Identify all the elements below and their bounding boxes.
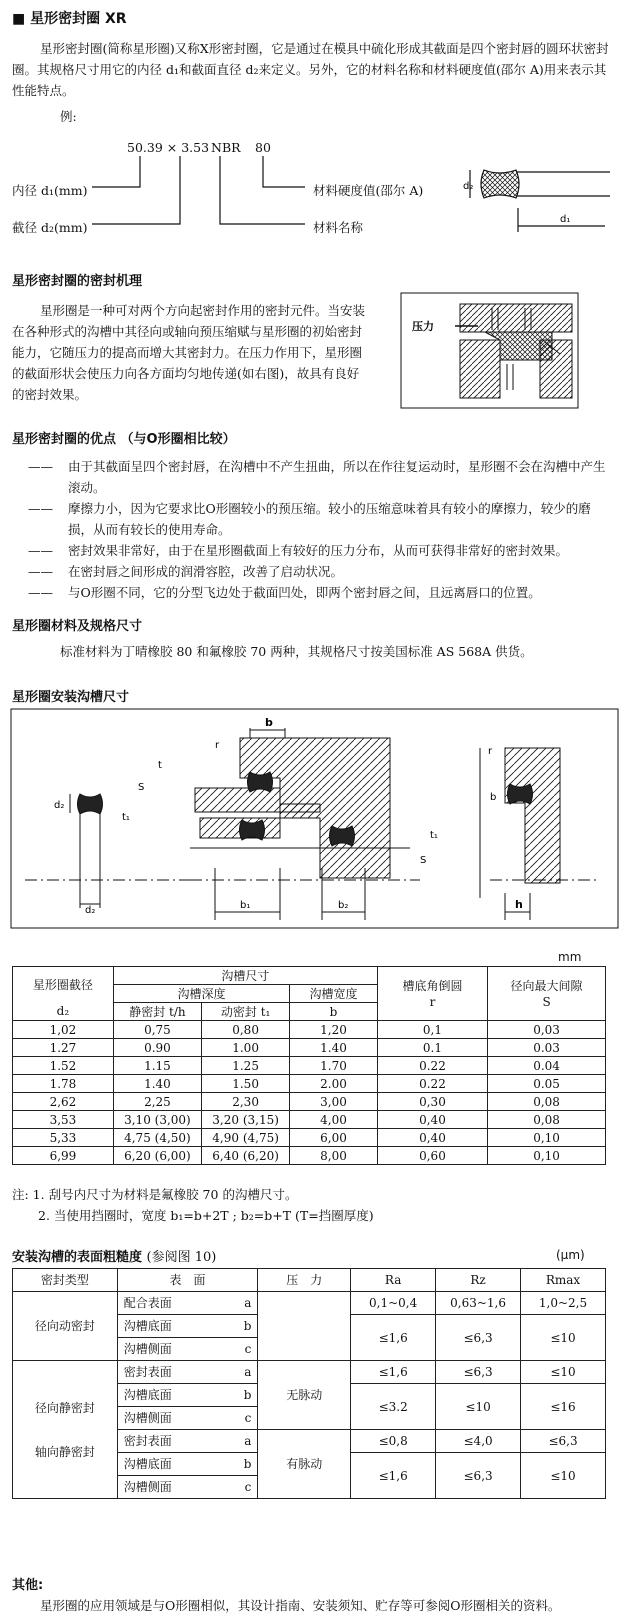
table-row: 径向动密封 配合表面 a 0,1~0,4 0,63~1,6 1,0~2,5 bbox=[13, 1292, 606, 1315]
table-row: 3,53 3,10 (3,00) 3,20 (3,15) 4,00 0,40 0,08 bbox=[13, 1111, 606, 1129]
materials-text: 标准材料为丁晴橡胶 80 和氟橡胶 70 两种，其规格尺寸按美国标准 AS 568A 供货。 bbox=[60, 644, 533, 659]
spec-unit: mm bbox=[558, 950, 582, 964]
table-row: 5,33 4,75 (4,50) 4,90 (4,75) 6,00 0,40 0,10 bbox=[13, 1129, 606, 1147]
advantages-list bbox=[28, 456, 608, 603]
example-hardness: 80 bbox=[255, 140, 271, 155]
list-item: —— 摩擦力小，因为它要求比O形圈较小的预压缩。较小的压缩意味着具有较小的摩擦力，较少的磨损，从而有较长的使用寿命。 bbox=[28, 501, 591, 537]
th-dynamic: 动密封 t₁ bbox=[202, 1003, 290, 1021]
th-static: 静密封 t/h bbox=[113, 1003, 201, 1021]
example-size: 50.39 × 3.53 bbox=[127, 140, 210, 155]
label-t1: t₁ bbox=[122, 812, 130, 823]
label-h: h bbox=[515, 898, 523, 911]
th-section: 星形圈截径 bbox=[13, 967, 114, 1003]
list-item: —— 由于其截面呈四个密封唇，在沟槽中不产生扭曲，所以在作往复运动时，星形圈不会在沟槽中产生滚动。 bbox=[28, 459, 606, 495]
example-inner-dia: 内径 d₁(mm) bbox=[12, 183, 88, 198]
title-marker: ■ bbox=[12, 11, 26, 27]
label-s: S bbox=[138, 782, 145, 793]
table-row: 沟槽侧面 c bbox=[13, 1476, 606, 1499]
other-text: 星形圈的应用领域是与O形圈相似，其设计指南、安装须知、贮存等可参阅O形圈相关的资料。 bbox=[40, 1598, 561, 1613]
advantages-heading: 星形密封圈的优点 （与O形圈相比较） bbox=[12, 432, 236, 447]
pressure-figure bbox=[400, 292, 580, 410]
table-row: 1.78 1.40 1.50 2.00 0.22 0.05 bbox=[13, 1075, 606, 1093]
d2-label: d₂ bbox=[463, 181, 474, 192]
example-section-dia: 截径 d₂(mm) bbox=[12, 220, 88, 235]
list-item: —— 密封效果非常好，由于在星形圈截面上有较好的压力分布，从而可获得非常好的密封效果。 bbox=[28, 543, 569, 558]
rough-unit: (μm) bbox=[556, 1248, 585, 1262]
spec-note-1: 注: 1. 刮号内尺寸为材料是氟橡胶 70 的沟槽尺寸。 bbox=[12, 1187, 298, 1202]
intro-paragraph: 星形密封圈(简称星形圈)又称X形密封圈，它是通过在模具中硫化形成其截面是四个密封唇的圆环状密封圈。其规格尺寸用它的内径 d₁和截面直径 d₂来定义。另外，它的材料名称和材料硬度值(邵尔 A)用来表示其性能特点。 bbox=[12, 41, 609, 98]
example-material: NBR bbox=[211, 140, 241, 155]
groove-drawing bbox=[10, 708, 620, 930]
xring-section-figure bbox=[460, 160, 620, 240]
th-pressure: 压 力 bbox=[258, 1269, 351, 1292]
spec-table bbox=[12, 966, 606, 1165]
th-groove: 沟槽尺寸 bbox=[113, 967, 377, 985]
spec-note-2: 2. 当使用挡圈时，宽度 b₁=b+2T ; b₂=b+T (T=挡圈厚度) bbox=[38, 1208, 374, 1223]
label-r: r bbox=[215, 740, 220, 751]
label-d2-left: d₂ bbox=[54, 800, 65, 811]
groove-heading: 星形圈安装沟槽尺寸 bbox=[12, 690, 130, 705]
table-row: 密封表面 a 有脉动 ≤0,8 ≤4,0 ≤6,3 bbox=[13, 1430, 606, 1453]
th-width: 沟槽宽度 bbox=[290, 985, 378, 1003]
type-static: 径向静密封 轴向静密封 bbox=[13, 1361, 118, 1499]
th-surface: 表 面 bbox=[117, 1269, 258, 1292]
intro bbox=[12, 38, 618, 101]
mechanism-body bbox=[12, 300, 367, 405]
th-rz: Rz bbox=[436, 1269, 521, 1292]
other-heading: 其他: bbox=[12, 1578, 44, 1593]
table-row: 沟槽侧面 c bbox=[13, 1407, 606, 1430]
example-label: 例: bbox=[60, 109, 77, 124]
page-title bbox=[12, 8, 127, 28]
th-gap: 径向最大间隙 S bbox=[488, 967, 606, 1021]
th-rmax: Rmax bbox=[521, 1269, 606, 1292]
table-row: 2,62 2,25 2,30 3,00 0,30 0,08 bbox=[13, 1093, 606, 1111]
rough-table bbox=[12, 1268, 606, 1499]
table-row: 1,02 0,75 0,80 1,20 0,1 0,03 bbox=[13, 1021, 606, 1039]
table-row: 径向静密封 轴向静密封 密封表面 a 无脉动 ≤1,6 ≤6,3 ≤10 bbox=[13, 1361, 606, 1384]
table-row: 沟槽底面 b ≤1,6 ≤6,3 ≤10 bbox=[13, 1315, 606, 1338]
label-b1: b₁ bbox=[240, 900, 251, 911]
table-row: 6,99 6,20 (6,00) 6,40 (6,20) 8,00 0,60 0,10 bbox=[13, 1147, 606, 1165]
example-material-label: 材料名称 bbox=[313, 220, 364, 235]
th-depth: 沟槽深度 bbox=[113, 985, 289, 1003]
table-row: 沟槽底面 b ≤3.2 ≤10 ≤16 bbox=[13, 1384, 606, 1407]
mechanism-paragraph: 星形圈是一种可对两个方向起密封作用的密封元件。当安装在各种形式的沟槽中其径向或轴向预压缩赋与星形圈的初始密封能力，它随压力的提高而增大其密封力。在压力作用下，星形圈的截面形状会使压力向各方面均匀地传递(如右图)，故具有良好的密封效果。 bbox=[12, 303, 366, 402]
mechanism-heading: 星形密封圈的密封机理 bbox=[12, 274, 143, 289]
rough-heading: 安装沟槽的表面粗糙度 (参阅图 10) bbox=[12, 1250, 217, 1265]
label-d2-bottom: d₂ bbox=[85, 905, 96, 916]
label-b-right: b bbox=[490, 792, 497, 803]
table-row: 1.27 0.90 1.00 1.40 0.1 0.03 bbox=[13, 1039, 606, 1057]
th-type: 密封类型 bbox=[13, 1269, 118, 1292]
th-section-sym: d₂ bbox=[13, 1003, 114, 1021]
example-leader-lines bbox=[0, 150, 320, 235]
label-t: t bbox=[158, 760, 162, 771]
label-t1-right: t₁ bbox=[430, 830, 438, 841]
label-b2: b₂ bbox=[338, 900, 349, 911]
th-radius: 槽底角倒圆 r bbox=[377, 967, 487, 1021]
d1-label: d₁ bbox=[560, 214, 571, 225]
title-text: 星形密封圈 XR bbox=[30, 11, 127, 27]
materials-heading: 星形圈材料及规格尺寸 bbox=[12, 619, 143, 634]
list-item: —— 与O形圈不同，它的分型飞边处于截面凹处，即两个密封唇之间，且远离唇口的位置。 bbox=[28, 585, 541, 600]
table-row: 沟槽侧面 c bbox=[13, 1338, 606, 1361]
example-hardness-label: 材料硬度值(邵尔 A) bbox=[313, 183, 424, 198]
label-s-right: S bbox=[420, 855, 427, 866]
table-row: 1.52 1.15 1.25 1.70 0.22 0.04 bbox=[13, 1057, 606, 1075]
label-r-right: r bbox=[488, 746, 493, 757]
th-ra: Ra bbox=[351, 1269, 436, 1292]
th-b: b bbox=[290, 1003, 378, 1021]
list-item: —— 在密封唇之间形成的润滑容腔，改善了启动状况。 bbox=[28, 564, 344, 579]
table-row: 沟槽底面 b ≤1,6 ≤6,3 ≤10 bbox=[13, 1453, 606, 1476]
label-b: b bbox=[265, 716, 273, 729]
pressure-label: 压力 bbox=[412, 320, 434, 333]
